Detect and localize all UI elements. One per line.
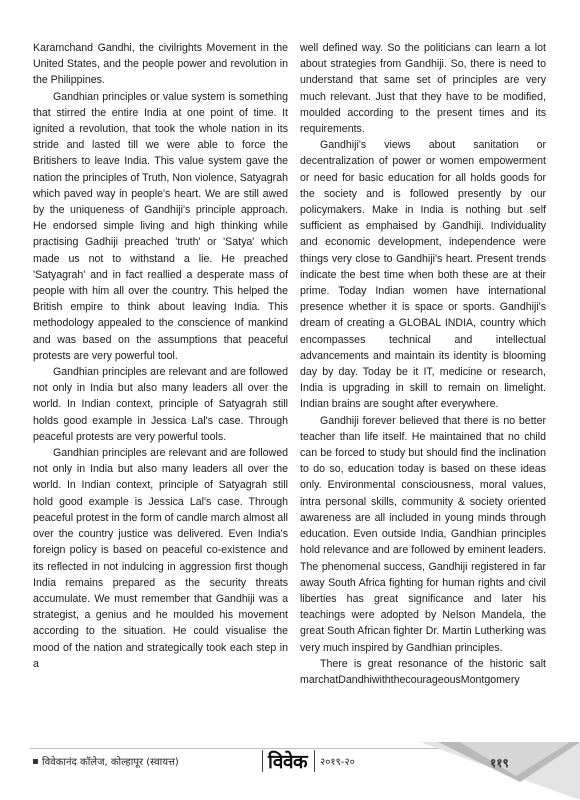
paragraph: Gandhian principles or value system is something that stirred the entire India at one point of time. It ignited a revolution, that took the whole nation in its stride and lasted till we were able to force the Britishers to leave India. This value system gave the nation the principles of Truth, Non violence, Satyagrah which paved way in people's heart. We are still awed by the uniqueness of Gandhiji's principle approach. He endorsed simple living and high thinking while practising Gadhiji preached 'truth' or 'Satya' which made us not to withstand a lie. He preached 'Satyagrah' and in fact reallied a desperate mass of people with him all over the country. This helped the British empire to think about leaving India. This methodology appealed to the conscience of mankind and was based on the assumptions that peaceful protests are very powerful tool.: [33, 90, 288, 362]
paragraph: Gandhiji's views about sanitation or decentralization of power or women empowerment or need for basic education for all holds goods for the society and is followed presently by our policymakers. Make in India is nothing but self sufficient as emphaised by Gandhiji. Individuality and economic development, independence were things very close to Gandhiji's heart. Present trends indicate the best time when both these are at their prime. Today Indian women have international presence whether it is space or sports. Gandhiji's dream of creating a GLOBAL INDIA, country which encompasses technical and intellectual advancements and maintain its identity is blooming day by day. Today be it IT, medicine or research, India is upgrading in skill to remain on limelight. Indian brains are sought after everywhere.: [300, 139, 546, 411]
footer-college-name: विवेकानंद कॉलेज, कोल्हापूर (स्वायत्त): [42, 757, 179, 768]
paragraph: Gandhiji forever believed that there is no better teacher than life itself. He maintained that no child can be forced to study but should find the inclination to do so, education today is based on these ideas only. Environmental consciousness, moral values, intra personal skills, community & society oriented awareness are all included in young minds through education. Even outside India, Gandhian principles hold relevance and are followed by eminent leaders. The phenomenal success, Gandhiji registered in far away South Africa fighting for human rights and civil liberties has great significance and later his teachings were adopted by Nelson Mandela, the great South African fighter Dr. Martin Lutherking was very much inspired by Gandhian principles.: [300, 414, 546, 654]
footer-year: २०१९-२०: [320, 757, 355, 768]
right-column: [300, 40, 546, 688]
footer-divider: [262, 750, 263, 772]
paragraph: well defined way. So the politicians can learn a lot about strategies from Gandhiji. So, there is need to understand that same set of principles are very much relevant. Just that they have to be modified, moulded according to the present times and its requirements.: [300, 42, 546, 136]
paragraph: There is great resonance of the historic salt marchatDandhiwiththecourageousMontgomery: [300, 657, 546, 686]
page-number: ११९: [490, 756, 509, 770]
bullet-square-icon: [33, 759, 38, 764]
paragraph: Gandhian principles are relevant and are followed not only in India but also many leaders all over the world. In Indian context, principle of Satyagrah still hold good example is Jessica Lal's case. Through peaceful protest in the form of candle march almost all over the country justice was delivered. Even India's foreign policy is based on peaceful co-existence and its reflected in not indulcing in aggression first though India remains prepared as the security threats accumulate. We must remember that Gandhiji was a strategist, a genius and he moulded his movement according to the situation. He could visualise the mood of the nation and strategically took each step in a: [33, 447, 288, 670]
left-column: [33, 40, 288, 672]
footer-divider: [314, 750, 315, 772]
footer-logo: विवेक: [268, 751, 308, 773]
paragraph: Karamchand Gandhi, the civilrights Movement in the United States, and the people power and revolution in the Philippines.: [33, 42, 288, 87]
paragraph: Gandhian principles are relevant and are followed not only in India but also many leaders all over the world. In Indian context, principle of Satyagrah still holds good example in Jessica Lal's case. Through peaceful protests are very powerful tools.: [33, 366, 288, 443]
corner-triangle-decoration: [420, 742, 580, 800]
